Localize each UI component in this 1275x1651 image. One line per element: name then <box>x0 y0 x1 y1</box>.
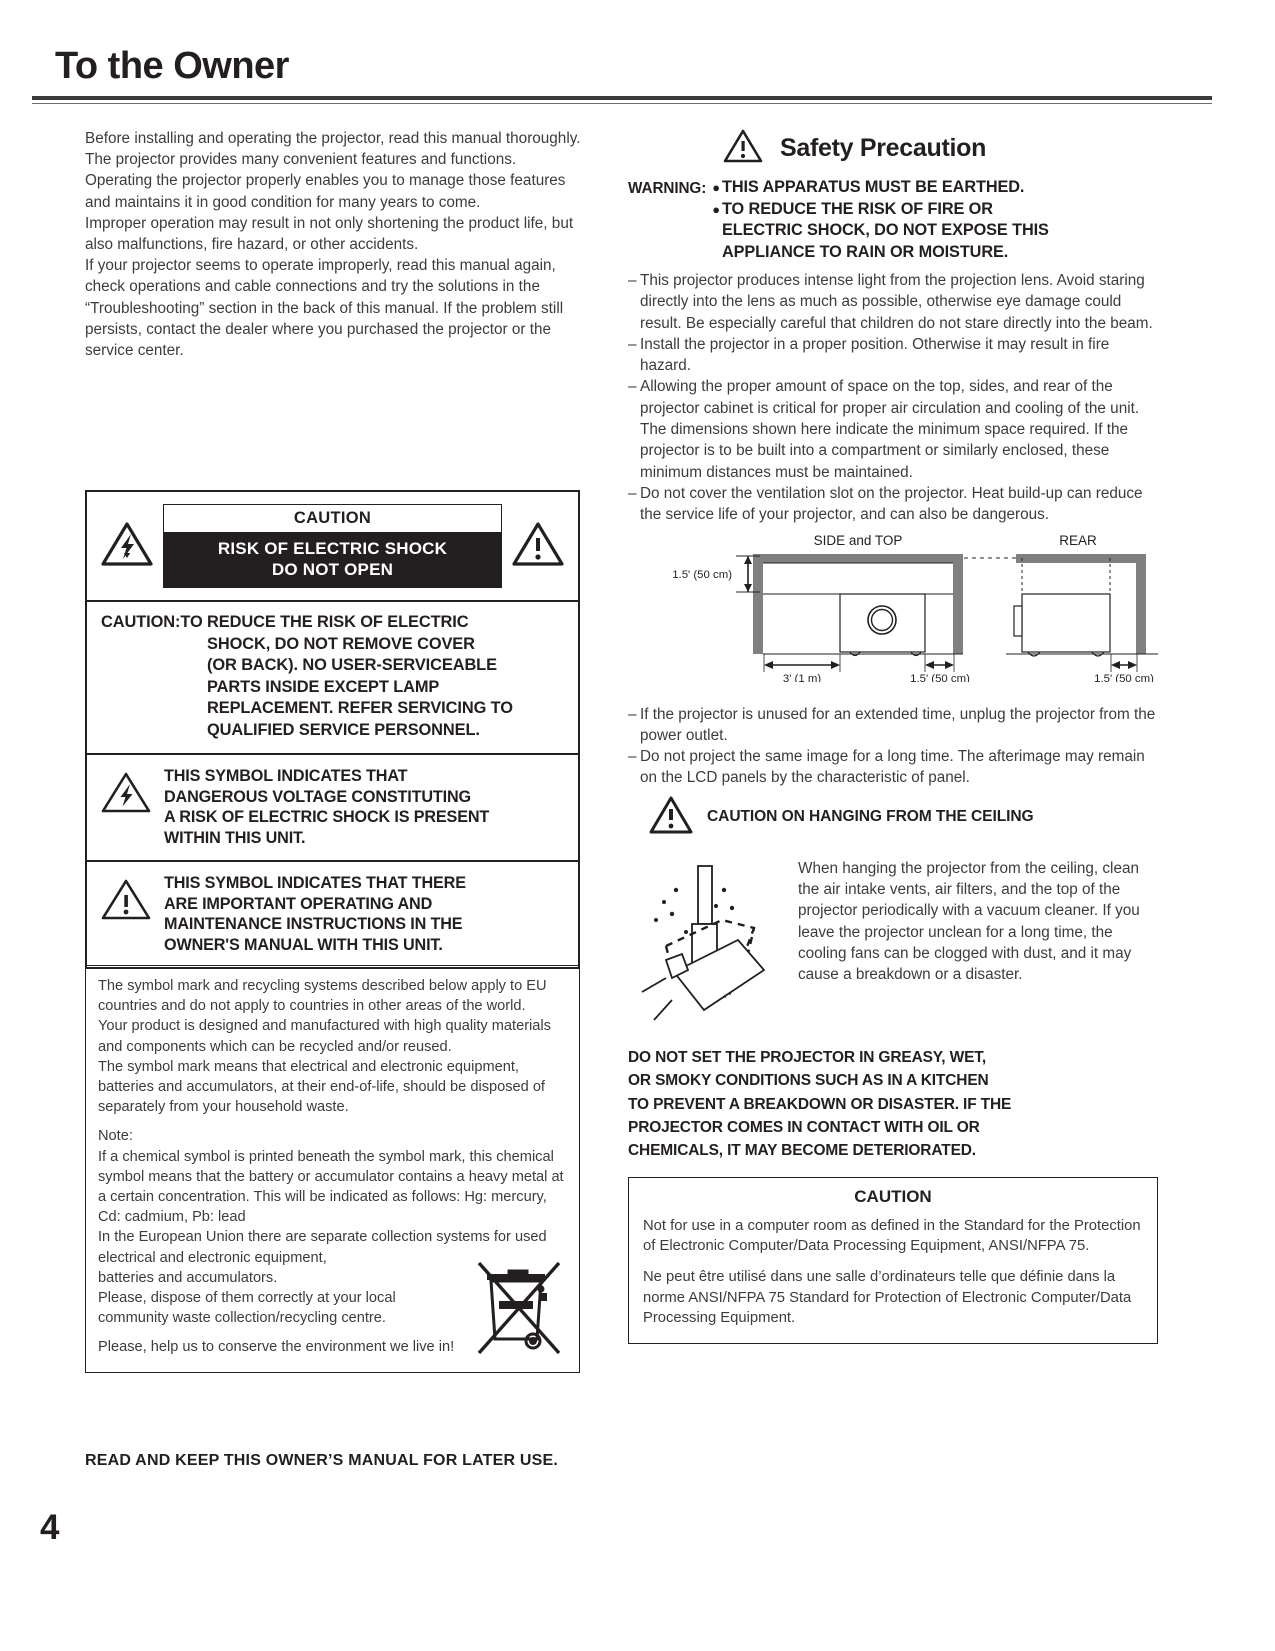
diagram-label-side-top: SIDE and TOP <box>813 532 903 548</box>
caution-plate-row <box>87 492 578 602</box>
warning-label: WARNING: <box>628 180 707 197</box>
page-title: To the Owner <box>55 45 289 87</box>
intro-paragraph: If your projector seems to operate improperly, read this manual again, check operations and cable connections and try the solutions in the “Troubleshooting” section in the back of this manual. If the problem still persists, contact the dealer where you purchased the projector or the service center. <box>85 257 564 360</box>
bullet-icon: ● <box>712 180 720 195</box>
caution-statement-first-line <box>101 612 566 634</box>
recycling-note-label: Note: <box>98 1128 133 1145</box>
warning-line: PROJECTOR COMES IN CONTACT WITH OIL OR <box>628 1118 980 1136</box>
safety-dash-list-top <box>628 270 1158 526</box>
dash-item-text: Do not cover the ventilation slot on the projector. Heat build-up can reduce the service life of your projector, and can also be dangerous. <box>640 484 1143 524</box>
dash-list-item <box>628 483 1158 526</box>
intro-paragraph: Before installing and operating the projector, read this manual thoroughly. <box>85 130 581 147</box>
lightning-note-text <box>164 766 489 848</box>
crossed-out-wheelie-bin-icon <box>471 1249 563 1362</box>
caution-box-paragraph-fr: Ne peut être utilisé dans une salle d’ordinateurs telle que définie dans la norme ANSI/NFPA 75 Standard for Protection of Electronic Computer/Data Processing Equipment. <box>643 1268 1132 1327</box>
warning-line: OR SMOKY CONDITIONS SUCH AS IN A KITCHEN <box>628 1072 989 1090</box>
bullet-icon: ● <box>712 201 720 217</box>
warning-line: TO PREVENT A BREAKDOWN OR DISASTER. IF THE <box>628 1095 1012 1113</box>
recycling-paragraph: The symbol mark and recycling systems described below apply to EU countries and do not apply to countries in other areas of the world. <box>98 978 547 1015</box>
computer-room-caution-box <box>628 1177 1158 1344</box>
recycling-paragraph: Your product is designed and manufactured with high quality materials and components which can be recycled and/or reused. <box>98 1018 551 1055</box>
intro-text <box>85 128 582 361</box>
dash-marker: – <box>628 748 637 766</box>
warning-item <box>712 177 1158 199</box>
exclamation-triangle-icon <box>100 873 152 926</box>
lightning-bolt-triangle-icon <box>101 521 153 572</box>
recycling-note-line: If a chemical symbol is printed beneath the symbol mark, this chemical symbol means that the battery or accumulator contains a heavy metal at a certain concentration. This will be indicated as follows: Hg: mercury, Cd: cadmium, Pb: lead <box>98 1148 564 1226</box>
diagram-label-rear: REAR <box>1059 532 1097 548</box>
recycling-closing: Please, help us to conserve the environment we live in! <box>98 1339 455 1356</box>
caution-plate-body <box>163 532 502 588</box>
exclamation-triangle-icon <box>648 795 694 840</box>
ceiling-caution-heading: CAUTION ON HANGING FROM THE CEILING <box>707 808 1034 826</box>
read-and-keep-notice: READ AND KEEP THIS OWNER’S MANUAL FOR LATER USE. <box>85 1452 559 1469</box>
note-line: THIS SYMBOL INDICATES THAT THERE <box>164 874 466 892</box>
caution-plate-heading: CAUTION <box>163 504 502 532</box>
ceiling-caution-body <box>628 850 1158 1030</box>
dash-item-text: Install the projector in a proper position. Otherwise it may result in fire hazard. <box>640 335 1110 375</box>
diagram-dimension-left: 3' (1 m) <box>782 672 822 682</box>
recycling-note-line: batteries and accumulators. <box>98 1269 278 1286</box>
dash-list-item <box>628 704 1158 747</box>
caution-box-paragraph-en: Not for use in a computer room as defined in the Standard for the Protection of Electronic Computer/Data Processing Equipment, ANSI/NFPA 75. <box>643 1217 1141 1255</box>
electric-shock-caution-box <box>85 490 580 969</box>
dash-item-text: Do not project the same image for a long time. The afterimage may remain on the LCD panels by the characteristic of panel. <box>640 748 1145 787</box>
dash-list-item <box>628 270 1158 334</box>
warning-line: DO NOT SET THE PROJECTOR IN GREASY, WET, <box>628 1048 987 1066</box>
caution-statement-line: PARTS INSIDE EXCEPT LAMP <box>207 677 440 696</box>
caution-statement-line: SHOCK, DO NOT REMOVE COVER <box>207 634 475 653</box>
recycling-paragraph: The symbol mark means that electrical and electronic equipment, batteries and accumulators, at their end-of-life, should be disposed of separately from your household waste. <box>98 1058 545 1116</box>
dash-marker: – <box>628 378 637 396</box>
warning-items <box>712 177 1158 263</box>
warning-line: TO REDUCE THE RISK OF FIRE OR <box>722 199 993 218</box>
projector-vacuum-cleaning-icon <box>628 850 788 1030</box>
diagram-dimension-rear: 1.5' (50 cm) <box>1094 672 1154 682</box>
note-line: ARE IMPORTANT OPERATING AND <box>164 894 433 913</box>
caution-statement-line: (OR BACK). NO USER-SERVICEABLE <box>207 656 497 674</box>
warning-item-text: THIS APPARATUS MUST BE EARTHED. <box>722 178 1025 196</box>
caution-label: CAUTION: <box>101 613 181 631</box>
caution-statement-line: QUALIFIED SERVICE PERSONNEL. <box>207 720 480 739</box>
intro-paragraph: The projector provides many convenient features and functions. Operating the projector properly enables you to manage those features and maintains it in good condition for many years to come. <box>85 151 566 211</box>
warning-item-text <box>722 199 1049 264</box>
note-line: WITHIN THIS UNIT. <box>164 828 306 847</box>
note-line: MAINTENANCE INSTRUCTIONS IN THE <box>164 915 463 933</box>
note-line: DANGEROUS VOLTAGE CONSTITUTING <box>164 787 471 806</box>
dash-list-item <box>628 746 1158 789</box>
exclamation-note-text <box>164 873 466 955</box>
intro-paragraph: Improper operation may result in not only shortening the product life, but also malfunctions, fire hazard, or other accidents. <box>85 214 574 254</box>
exclamation-triangle-icon <box>512 521 564 572</box>
dash-item-text: This projector produces intense light from the projection lens. Avoid staring directly into the lens as much as possible, otherwise eye damage could result. Be especially careful that children do not stare directly into the beam. <box>640 272 1153 332</box>
exclamation-triangle-icon <box>722 128 764 169</box>
note-line: OWNER'S MANUAL WITH THIS UNIT. <box>164 935 443 954</box>
ceiling-caution-text: When hanging the projector from the ceiling, clean the air intake vents, air filters, and the top of the projector periodically with a vacuum cleaner. If you leave the projector unclean for a long time, the cooling fans can be clogged with dust, and it may cause a breakdown or a disaster. <box>798 859 1140 984</box>
dash-item-text: If the projector is unused for an extended time, unplug the projector from the power outlet. <box>640 705 1156 744</box>
dash-marker: – <box>628 484 637 502</box>
recycling-note-line: Please, dispose of them correctly at your local community waste collection/recycling centre. <box>98 1290 396 1327</box>
warning-item <box>712 199 1158 264</box>
ceiling-caution-header <box>648 795 1158 840</box>
dash-item-text: Allowing the proper amount of space on the top, sides, and rear of the projector cabinet is critical for proper air circulation and cooling of the unit. The dimensions shown here indicate the minimum space required. If the projector is to be built into a compartment or similarly enclosed, these minimum distances must be maintained. <box>640 378 1140 481</box>
dash-marker: – <box>628 272 637 289</box>
dash-marker: – <box>628 705 637 723</box>
warning-block <box>628 177 1158 263</box>
caution-statement-line: REPLACEMENT. REFER SERVICING TO <box>207 699 513 717</box>
warning-line: ELECTRIC SHOCK, DO NOT EXPOSE THIS <box>722 221 1049 239</box>
dash-list-item <box>628 376 1158 482</box>
caution-box-title: CAUTION <box>854 1186 932 1206</box>
dash-list-item <box>628 334 1158 377</box>
lightning-bolt-triangle-icon <box>100 766 152 819</box>
caution-plate <box>163 504 502 588</box>
clearance-diagram <box>628 532 1158 682</box>
warning-line: CHEMICALS, IT MAY BECOME DETERIORATED. <box>628 1142 976 1160</box>
note-line: THIS SYMBOL INDICATES THAT <box>164 767 408 785</box>
left-column <box>85 128 582 361</box>
dash-marker: – <box>628 335 637 353</box>
safety-precaution-header <box>628 128 1158 169</box>
diagram-dimension-right: 1.5' (50 cm) <box>910 672 970 682</box>
safety-precaution-title: Safety Precaution <box>780 134 987 162</box>
caution-plate-line1: RISK OF ELECTRIC SHOCK <box>217 539 448 558</box>
warning-line: APPLIANCE TO RAIN OR MOISTURE. <box>722 242 1009 261</box>
recycling-note-line: In the European Union there are separate collection systems for used electrical and electronic equipment, <box>98 1229 547 1266</box>
caution-statement <box>87 602 578 755</box>
safety-dash-list-bottom <box>628 704 1158 789</box>
diagram-dimension-top: 1.5' (50 cm) <box>672 568 732 581</box>
recycling-info-box <box>85 965 580 1373</box>
page-number: 4 <box>40 1508 60 1547</box>
exclamation-symbol-note <box>87 862 578 967</box>
header-rule-thick <box>32 96 1212 100</box>
spacer <box>98 1117 567 1126</box>
caution-plate-line2: DO NOT OPEN <box>271 560 394 579</box>
caution-text-first: TO REDUCE THE RISK OF ELECTRIC <box>180 613 469 631</box>
right-column <box>628 128 1158 1344</box>
greasy-conditions-warning <box>628 1046 1158 1163</box>
lightning-symbol-note <box>87 755 578 862</box>
note-line: A RISK OF ELECTRIC SHOCK IS PRESENT <box>164 808 490 826</box>
header-rule-thin <box>32 103 1212 104</box>
